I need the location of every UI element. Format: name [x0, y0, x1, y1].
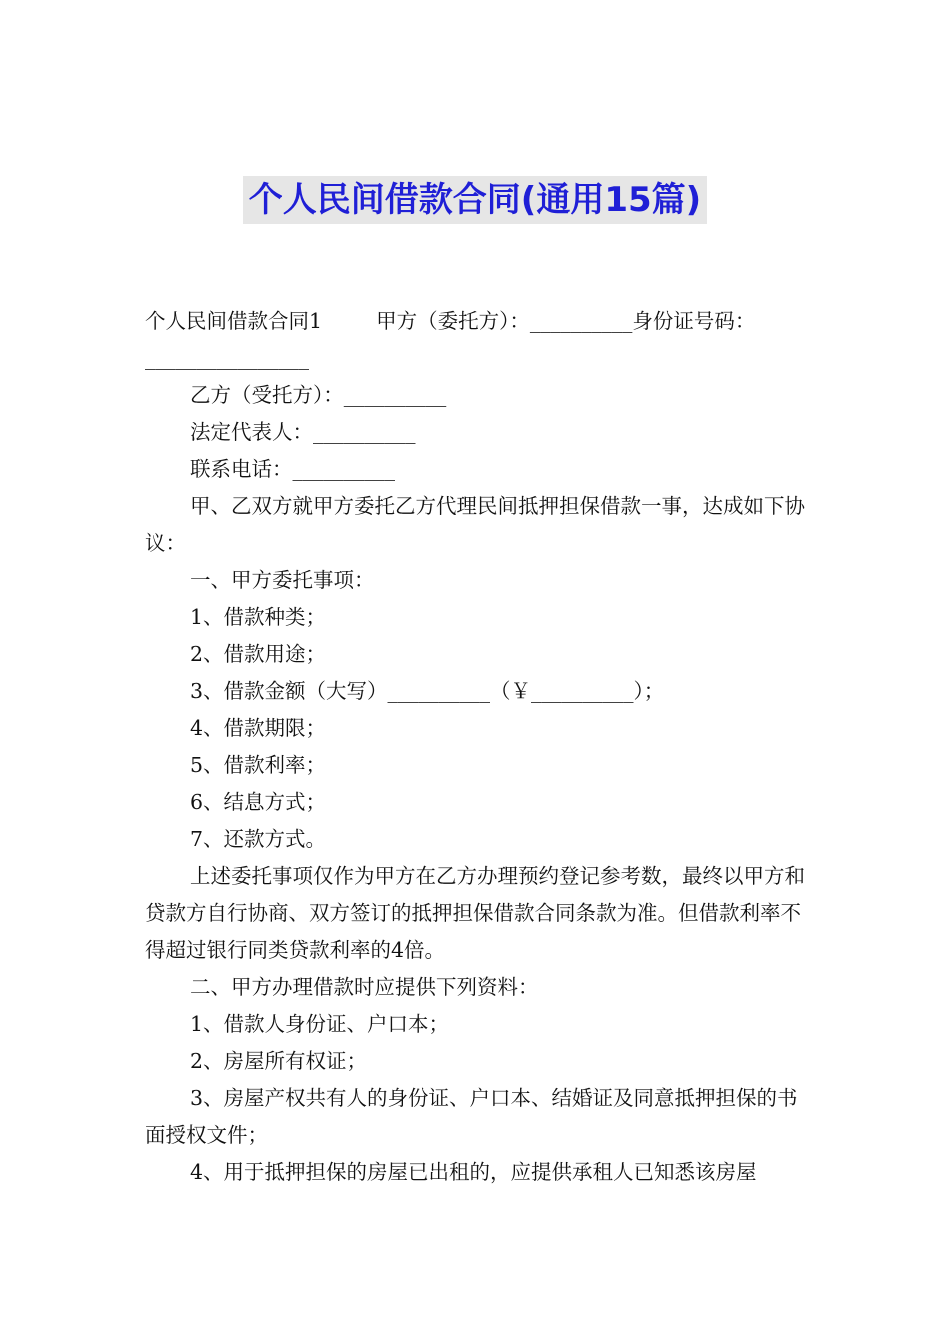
paragraph-note: 上述委托事项仅作为甲方在乙方办理预约登记参考数，最终以甲方和贷款方自行协商、双方签订的抵押担保借款合同条款为准。但借款利率不得超过银行同类贷款利率的4倍。	[145, 864, 805, 962]
paragraph-party-b: 乙方（受托方）：__________	[190, 383, 447, 407]
list-item: 2、借款用途；	[190, 642, 327, 666]
section-heading-1: 一、甲方委托事项：	[190, 568, 375, 592]
list-item: 1、借款种类；	[190, 605, 327, 629]
list-item: 6、结息方式；	[190, 790, 327, 814]
section-heading-2: 二、甲方办理借款时应提供下列资料：	[190, 975, 539, 999]
list-item: 1、借款人身份证、户口本；	[190, 1012, 450, 1036]
list-item: 5、借款利率；	[190, 753, 327, 777]
list-item: 4、用于抵押担保的房屋已出租的，应提供承租人已知悉该房屋	[190, 1160, 757, 1184]
paragraph-agreement-intro: 甲、乙双方就甲方委托乙方代理民间抵押担保借款一事，达成如下协议：	[145, 494, 805, 555]
paragraph-phone: 联系电话：__________	[190, 457, 395, 481]
list-item: 7、还款方式。	[190, 827, 327, 851]
title-container	[0, 176, 950, 224]
list-item: 4、借款期限；	[190, 716, 327, 740]
document-title: 个人民间借款合同(通用15篇)	[243, 176, 707, 224]
list-item: 3、借款金额（大写）__________（￥__________）；	[190, 679, 665, 703]
paragraph-legal-rep: 法定代表人：__________	[190, 420, 416, 444]
document-body	[145, 303, 810, 1191]
list-item: 2、房屋所有权证；	[190, 1049, 368, 1073]
list-item: 3、房屋产权共有人的身份证、户口本、结婚证及同意抵押担保的书面授权文件；	[145, 1086, 798, 1147]
paragraph-contract-header: 个人民间借款合同1 甲方（委托方）：__________身份证号码：________________	[145, 309, 756, 370]
